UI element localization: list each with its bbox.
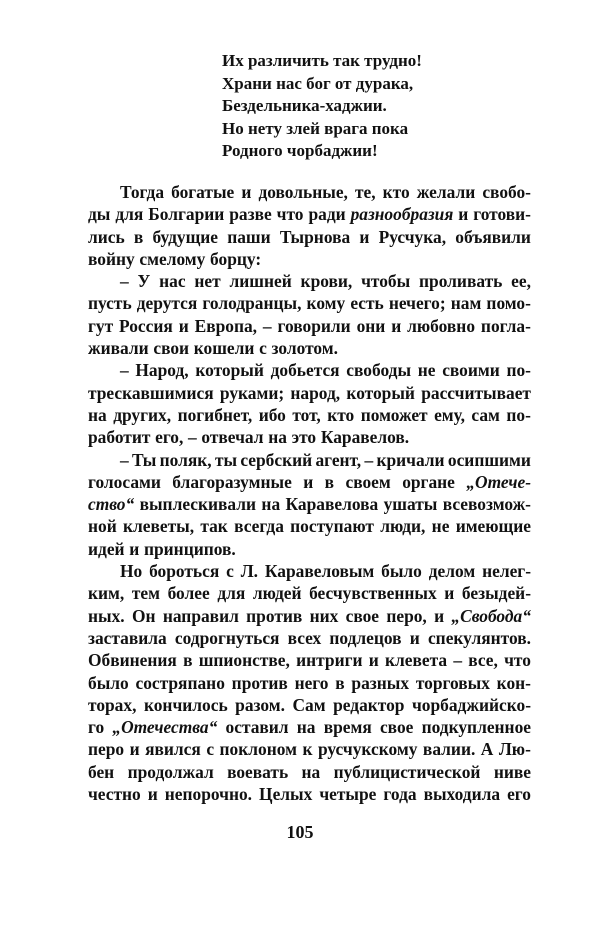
word: Лю- [498,739,531,760]
text-line [88,292,531,314]
word: богатые [171,182,235,202]
word: и [409,627,420,648]
word: ему, [434,404,465,425]
word: голосами [88,471,161,492]
word: для [115,204,144,225]
word: кому [306,293,346,314]
word: идей [88,538,125,559]
word: непорочно. [164,784,253,805]
word: бен [88,761,115,782]
word: четыре [319,784,377,805]
word: Каравелов. [320,427,410,448]
text-line [88,738,531,760]
word: клеветы, [123,516,195,537]
word: валии. [422,739,476,760]
word: свое [345,605,380,626]
word: нелег- [482,561,531,582]
word: борцу: [210,248,262,269]
word: к [302,739,313,760]
word: что [504,650,531,671]
word: благоразумные [172,471,292,492]
word: У [137,271,151,292]
word: и [147,784,158,805]
word: поступают [290,516,374,537]
word: ды [88,204,111,225]
text-line [88,694,531,716]
text-line [88,315,531,337]
poem-line: Бездельника-хаджии. [222,96,387,115]
word: дерутся [136,293,198,314]
word: было [381,561,422,582]
word: рассчитывает [421,382,531,403]
word: органе [402,471,455,492]
word: клевета [385,650,448,671]
word: в [324,471,335,492]
word: и [178,315,189,336]
word: нас [159,271,186,292]
word: принципов. [143,538,236,559]
word: ради [308,204,346,225]
word: Россия [119,315,173,336]
word: разных [351,672,410,693]
word: своими [442,360,500,381]
word: в [133,226,144,247]
word: гут [88,315,114,336]
word: – [262,315,272,336]
word: других, [113,404,172,425]
word: желали [416,182,476,202]
text-line [88,605,531,627]
word: свои [153,338,190,359]
word: любовно [407,315,476,336]
text-line [88,226,531,248]
word: своем [345,471,391,492]
text-line [88,404,531,426]
text-line [88,359,531,381]
word: люди, [380,516,426,537]
word: шпионстве, [198,650,290,671]
word: они [356,315,386,336]
word: погибнет, [177,404,253,425]
word: не [431,516,450,537]
word: перо [88,739,125,760]
word: Ты [132,449,157,470]
word: ных. [88,605,125,626]
poem-line: Родного чорбаджии! [222,141,378,160]
text-line [88,716,531,738]
word: по- [506,360,531,381]
text-line [88,560,531,582]
word: смелому [139,248,206,269]
word: добьется [270,360,340,381]
word: агент, [315,449,362,470]
word: Целых [259,784,313,805]
word: будущие [152,226,219,247]
word: Болгарии [148,204,225,225]
word: го [88,717,105,738]
word: подкупленное [421,717,531,738]
word: и [129,538,140,559]
word: бесчувственных [309,583,437,604]
word: имеющие [455,516,531,537]
word: пусть [88,293,132,314]
word: что [276,204,304,225]
word: свобо- [482,182,531,202]
word: против [246,605,303,626]
poem-line: Но нету злей врага пока [222,118,409,138]
word: есть [350,293,384,314]
word: руками; [219,382,285,403]
word: кончилось [143,694,228,715]
word: него [294,672,329,693]
word: – [120,449,129,470]
word: заставила [88,627,167,648]
word: говорили [277,315,351,336]
word: чтобы [361,271,411,292]
word: с [259,338,267,359]
poem-line: Их различить так трудно! [222,51,422,70]
word: все, [468,650,498,671]
word: в [183,650,193,671]
word: и [434,605,445,626]
word: крови, [300,271,353,292]
word: кон- [496,672,531,693]
text-line [88,181,531,203]
word: – [453,650,463,671]
word: живали [88,338,149,359]
word: сербский [240,449,313,470]
word: на [296,717,316,738]
word: русчукскому [317,739,418,760]
word: года [383,784,417,805]
word: перо, [386,605,427,626]
word: лись [88,226,125,247]
word: ибо [258,404,286,425]
text-line [88,649,531,671]
text-line [88,426,531,448]
word: честно [88,784,141,805]
word: состряпано [135,672,225,693]
word: на [268,427,287,448]
word: отвечал [201,427,264,448]
text-line [88,248,531,270]
word: публицистической [333,761,481,782]
word: ниве [493,761,531,782]
text-line [88,337,531,359]
word: делом [428,561,476,582]
word: это [291,427,317,448]
word: голодранцы, [202,293,302,314]
word: оставил [225,717,289,738]
text-line [88,270,531,292]
word: – [120,360,129,381]
text-line [88,582,531,604]
word: на [261,494,281,515]
word: Народ, [135,360,189,381]
word: – [364,449,374,470]
body-text [88,181,531,805]
word: „Отече- [466,471,531,492]
word: Он [131,605,156,626]
word: кто [327,404,355,425]
word: чорбаджийско- [411,694,531,715]
word: Русчука, [378,226,447,247]
word: осипшими [447,449,531,470]
word: свое [379,717,414,738]
word: подлецов [329,627,402,648]
word: разнообразия [350,204,454,225]
word: кошели [193,338,255,359]
poem-line: Храни нас бог от дурака, [222,73,414,93]
text-line [88,761,531,783]
word: спекулянтов. [427,627,531,648]
word: его [507,784,531,805]
word: против [231,672,288,693]
word: по- [506,404,531,425]
word: поможет [360,404,428,425]
word: кричали [376,449,445,470]
word: Европа, [194,315,258,336]
word: и [444,583,455,604]
word: безыдей- [461,583,531,604]
word: тот, [292,404,321,425]
word: погла- [480,315,531,336]
word: который [195,360,264,381]
word: на [301,761,321,782]
word: паши [227,226,271,247]
word: продолжал [127,761,214,782]
word: более [167,583,210,604]
word: – [120,271,129,292]
word: его, [155,427,184,448]
word: трескавшимися [88,382,214,403]
word: бороться [149,561,220,582]
word: и [368,650,379,671]
word: и [458,204,469,225]
word: ким, [88,583,125,604]
word: Тогда [120,182,165,202]
word: объявили [455,226,531,247]
word: помо- [486,293,531,314]
word: и [241,182,252,202]
word: торах, [88,694,137,715]
word: готови- [473,204,531,225]
word: и [129,739,140,760]
word: ушаты [383,494,438,515]
word: Сам [292,694,326,715]
text-line [88,449,531,471]
word: свободы [346,360,412,381]
word: на [88,404,107,425]
word: сам [471,404,500,425]
word: явился [145,739,201,760]
page-number: 105 [286,822,314,842]
word: нам [450,293,482,314]
text-line [88,783,531,805]
word: Но [120,561,143,582]
word: разом. [235,694,285,715]
word: и [359,226,370,247]
word: золотом. [271,338,338,359]
word: людей [252,583,302,604]
word: кто [382,182,410,202]
word: работит [88,427,151,448]
text-line [88,203,531,225]
word: проливать [419,271,503,292]
word: время [323,717,372,738]
text-line [88,515,531,537]
text-line [88,672,531,694]
word: войну [88,248,135,269]
word: в [335,672,345,693]
word: нечего; [388,293,446,314]
word: с [206,739,215,760]
word: ты [214,449,238,470]
text-line [88,627,531,649]
word: всех [287,627,322,648]
word: выплескивали [139,494,257,515]
word: „Отечества“ [112,717,218,738]
word: так [200,516,228,537]
word: было [88,672,129,693]
word: не [417,360,436,381]
word: лишней [229,271,292,292]
word: ство“ [88,494,135,515]
word: всевозмож- [442,494,531,515]
word: Л. [240,561,259,582]
word: Каравеловым [264,561,375,582]
word: А [480,739,494,760]
text-line [88,382,531,404]
text-line [88,493,531,515]
word: народ, [290,382,341,403]
word: всегда [234,516,284,537]
word: редактор [333,694,405,715]
word: разве [229,204,272,225]
word: Обвинения [88,650,177,671]
word: с [226,561,234,582]
word: выходила [423,784,501,805]
word: ной [88,516,117,537]
word: те, [354,182,376,202]
word: них [309,605,339,626]
word: „Свобода“ [451,605,531,626]
word: Каравелова [285,494,379,515]
poem-stanza [222,50,422,163]
word: для [217,583,246,604]
word: тем [131,583,160,604]
word: и [303,471,314,492]
word: торговых [415,672,490,693]
word: поляк, [159,449,212,470]
word: – [188,427,197,448]
word: который [346,382,415,403]
word: содрогнуться [174,627,280,648]
word: Тырнова [279,226,351,247]
word: воевать [227,761,289,782]
word: направил [162,605,239,626]
word: ее, [511,271,531,292]
text-line [88,538,531,560]
word: интриги [296,650,363,671]
word: нет [194,271,221,292]
text-line [88,471,531,493]
word: и [391,315,402,336]
word: довольные, [258,182,348,202]
word: поклоном [219,739,297,760]
